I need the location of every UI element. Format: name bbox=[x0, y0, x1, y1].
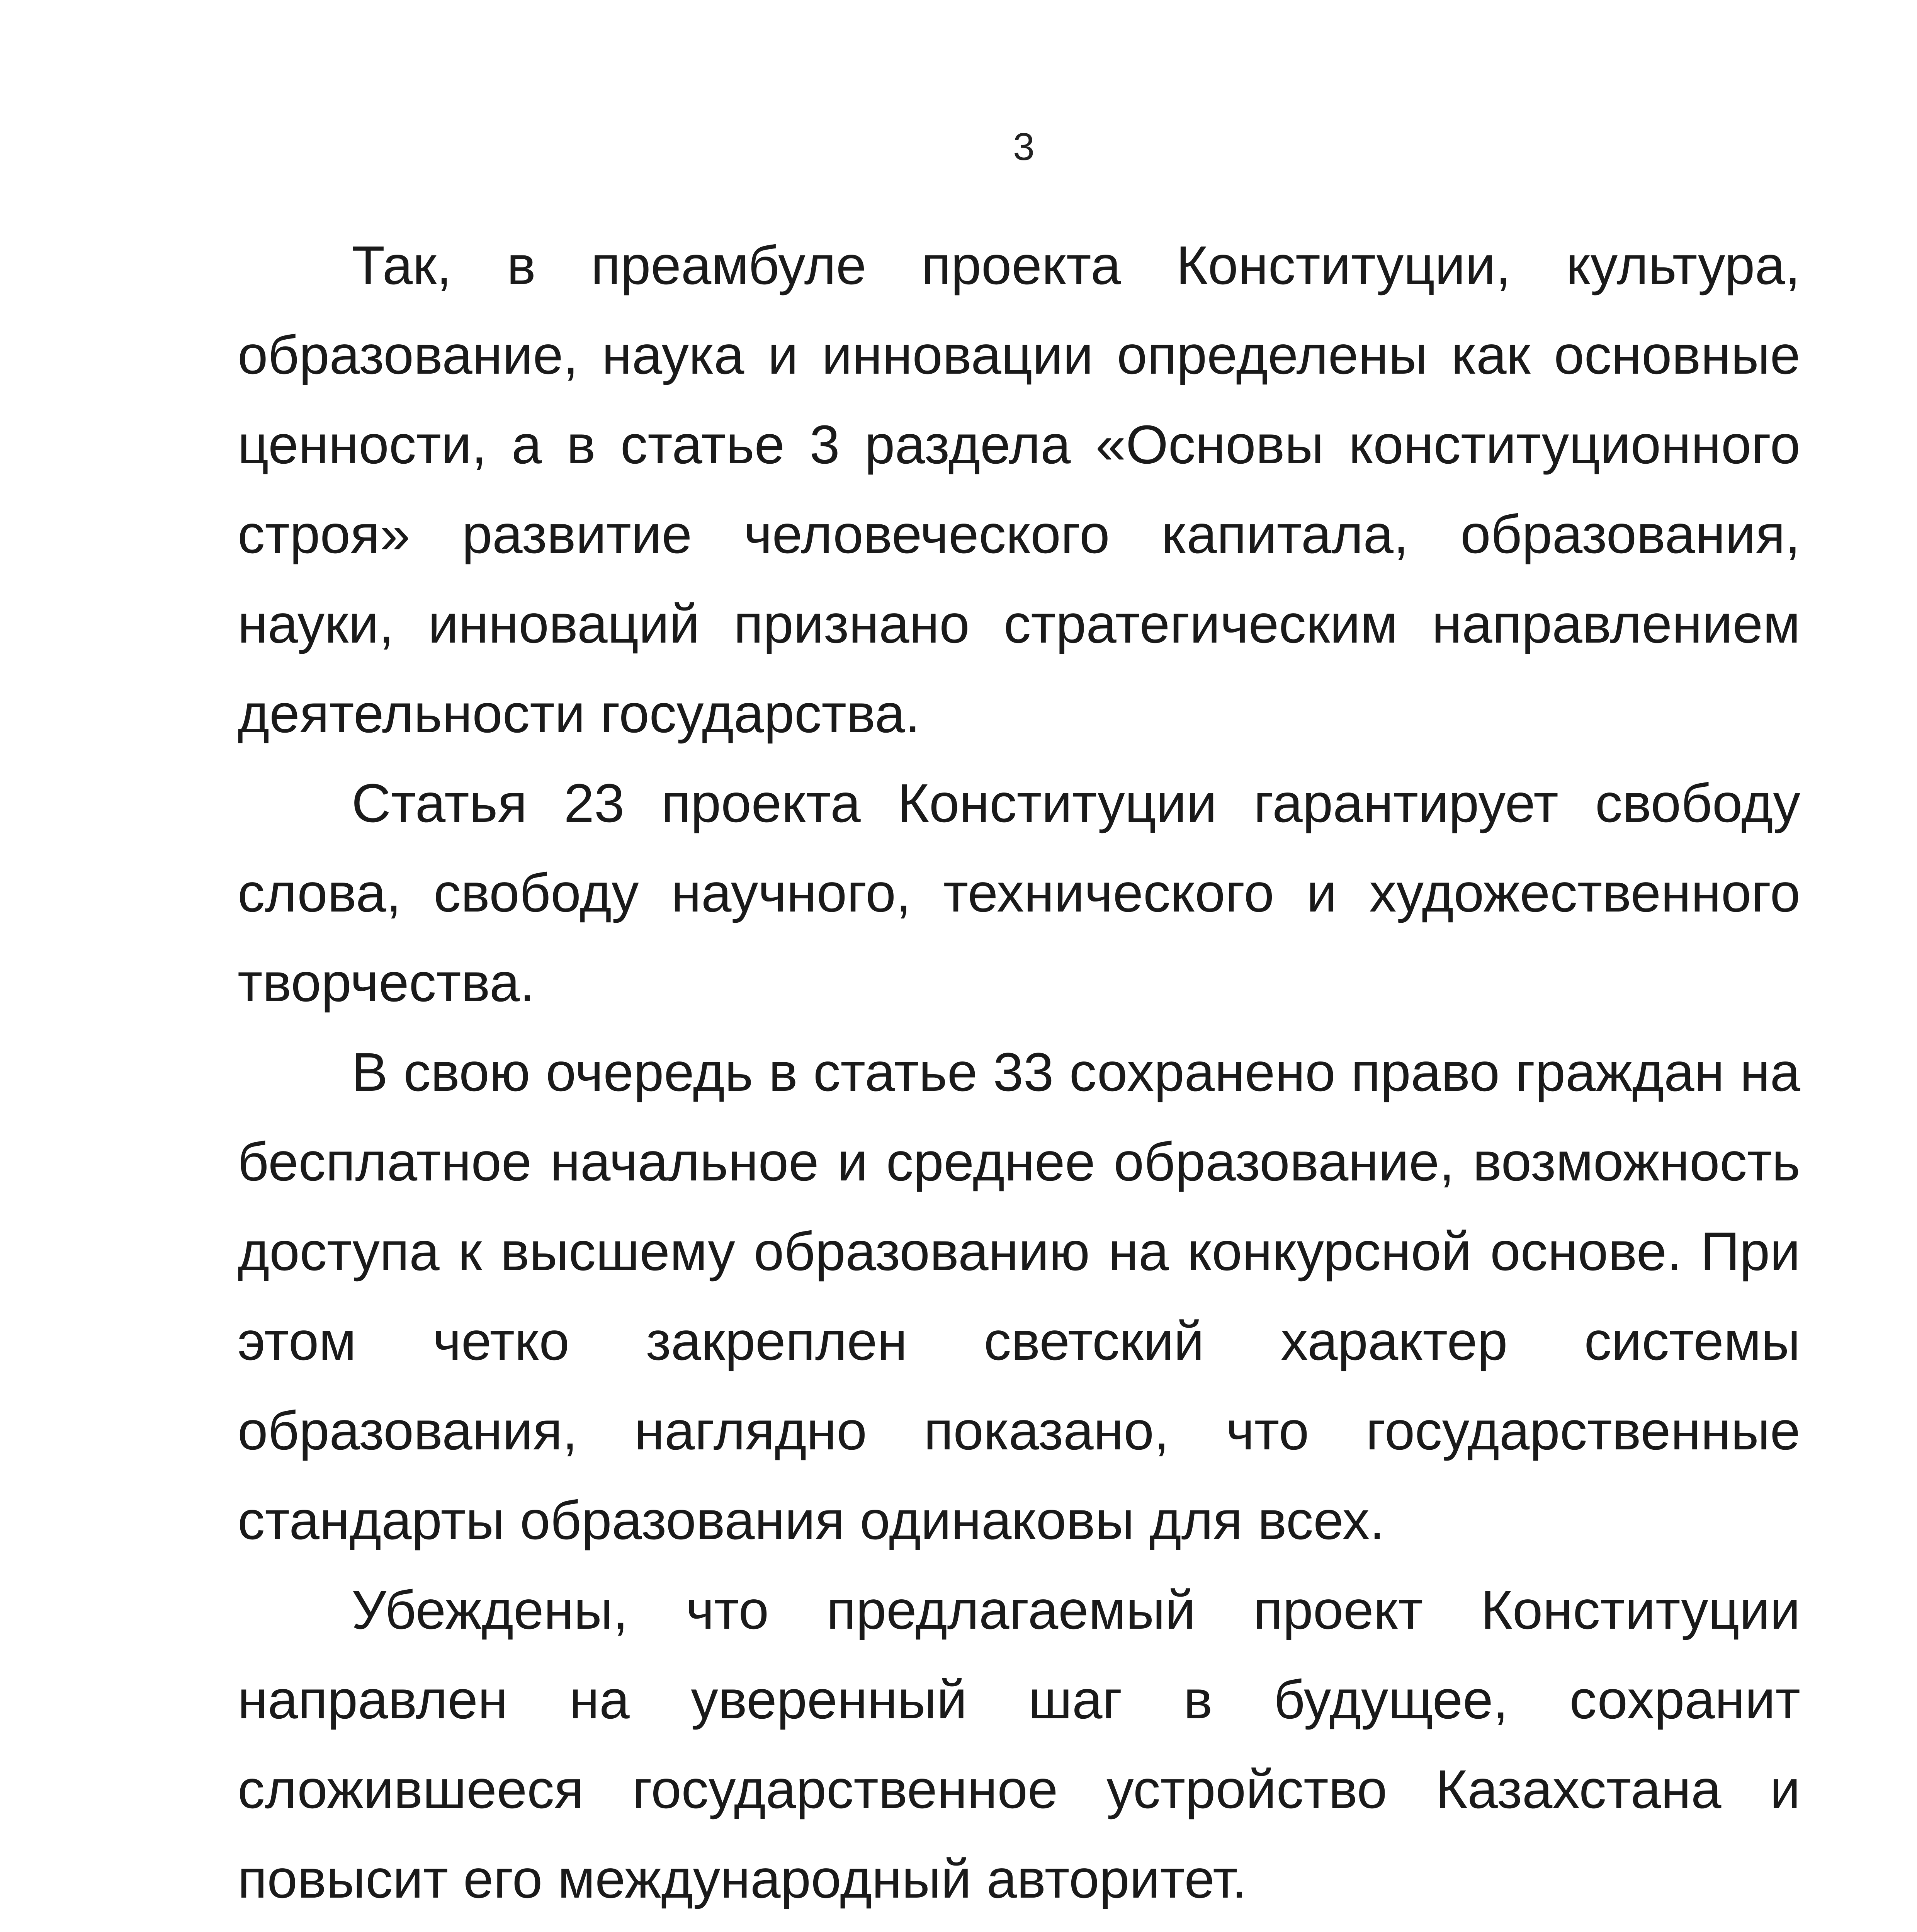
paragraph-future-step: Убеждены, что предлагаемый проект Конституции направлен на уверенный шаг в будущее, сохранит сложившееся государственное устройство Казахстана и повысит его международный авторитет. bbox=[238, 1579, 1800, 1909]
paragraph-article-23: Статья 23 проекта Конституции гарантирует свободу слова, свободу научного, технического и художественного творчества. bbox=[238, 772, 1800, 1013]
paragraph-new-preamble bbox=[238, 1923, 1800, 1932]
document-body bbox=[238, 220, 1800, 1932]
page-number: 3 bbox=[1013, 125, 1035, 168]
paragraph-preamble-values: Так, в преамбуле проекта Конституции, культура, образование, наука и инновации определены как основные ценности, а в статье 3 раздела «Основы конституционного строя» развитие человеческого капитала, образования, науки, инноваций признано стратегическим направлением деятельности государства. bbox=[238, 235, 1800, 744]
paragraph-article-33: В свою очередь в статье 33 сохранено право граждан на бесплатное начальное и среднее образование, возможность доступа к высшему образованию на конкурсной основе. При этом четко закреплен светский характер системы образования, наглядно показано, что государственные стандарты образования одинаковы для всех. bbox=[238, 1041, 1800, 1551]
